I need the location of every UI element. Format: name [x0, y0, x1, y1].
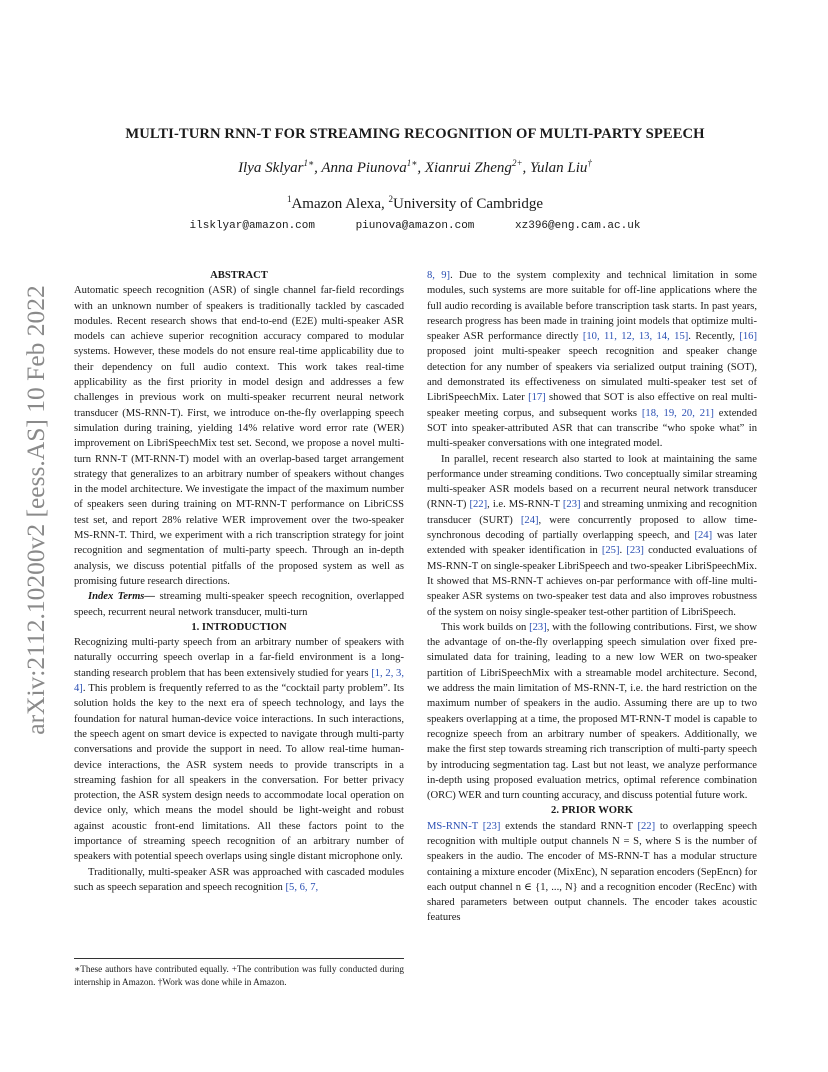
arxiv-stamp-text: arXiv:2112.10200v2 [eess.AS] 10 Feb 2022 [21, 285, 50, 735]
abstract-text: Automatic speech recognition (ASR) of single channel far-field recordings with an unknown number of speakers is traditionally tackled by cascaded modules. Recent research shows that end-to-end (E2E) multi-speaker ASR models can achieve superior recognition accuracy compared to modular systems. However, these models do not ensure real-time applicability due to their dependency on full audio context. This work takes real-time applicability as the first priority in model design and addresses a few challenges in previous work on multi-speaker recurrent neural network transducer (MS-RNN-T). First, we introduce on-the-fly overlapping speech simulation during training, yielding 14% relative word error rate (WER) improvement on LibriSpeechMix test set. Second, we propose a novel multi-turn RNN-T (MT-RNN-T) model with an overlap-based target arrangement strategy that generalizes to an arbitrary number of speakers without changes in the model architecture. We investigate the impact of the maximum number of speakers seen during training on MT-RNN-T performance on LibriCSS test set, and report 28% relative WER improvement over the two-speaker MS-RNN-T. Third, we experiment with a rich transcription strategy for joint recognition and segmentation of multi-party speech. Through an in-depth analysis, we discuss potential pitfalls of the proposed system as well as promising future research directions. [74, 285, 404, 587]
affiliation-name: University of Cambridge [393, 196, 544, 212]
right-paragraph-2 [427, 452, 757, 620]
text-run: extended SOT into speaker-attributed ASR that can transcribe “who spoke what” in multi-speaker conversations with one integrated model. [427, 407, 757, 450]
text-run: conducted evaluations of MS-RNN-T on single-speaker LibriSpeech and two-speaker LibriSpeechMix. It showed that MS-RNN-T achieves on-par performance with off-line multi-speaker ASR systems on two-speaker test data and also improves robustness of the system on noisy single-speaker test-other partition of LibriSpeech. [427, 545, 757, 618]
abstract-heading: ABSTRACT [210, 270, 268, 281]
citation-link[interactable]: 8, 9] [427, 270, 451, 281]
text-run: proposed joint multi-speaker speech recognition and speaker change detection for any number of speakers via serialized output training (SOT), and demonstrated its effectiveness on simulated multi-speaker test set of LibriSpeechMix. Later [427, 346, 757, 404]
citation-link[interactable]: [24] [694, 530, 713, 542]
text-run: Recognizing multi-party speech from an arbitrary number of speakers with naturally occurring speech overlap in a far-field environment is a long-standing research problem that has been extensively studied for years [74, 637, 404, 679]
prior-work-heading: 2. PRIOR WORK [551, 805, 633, 817]
left-column [74, 268, 404, 895]
citation-link[interactable]: [1, 2, 3, 4] [74, 667, 404, 695]
index-terms-text: streaming multi-speaker speech recognition, overlapped speech, recurrent neural network transducer, multi-turn [74, 591, 404, 618]
text-run: , i.e. MS-RNN-T [487, 499, 563, 511]
arxiv-side-stamp [16, 280, 56, 740]
email-line [60, 220, 770, 232]
citation-link[interactable]: [22] [469, 499, 488, 511]
right-paragraph-3 [427, 620, 757, 804]
author-email[interactable]: xz396@eng.cam.ac.uk [515, 220, 641, 232]
author-name: Ilya Sklyar [238, 160, 304, 176]
index-terms-label: Index Terms— [88, 591, 156, 603]
intro-paragraph-2 [74, 865, 404, 896]
text-run: , with the following contributions. First, we show the advantage of on-the-fly overlapping speech simulation over fixed pre-simulated data for training, leading to a new low WER on two-speaker partition of LibriSpeechMix with a streamable model architecture. Second, we address the main limitation of MS-RNN-T, i.e. the hard restriction on the maximum number of speakers in the audio. Assuming there are up to two speakers overlapping at a time, the proposed MT-RNN-T model is capable to recognize speech from an arbitrary number of speakers. Additionally, we make the first step towards streaming rich transcription of multi-party speech by introducing segmentation tag. Last but not least, we analyze performance in-depth using proposed evaluation metrics, optimal reference combination (ORC) WER and turn counting accuracy, and discuss potential future work. [427, 621, 757, 802]
text-run: Traditionally, multi-speaker ASR was approached with cascaded modules such as speech separation and speech recognition [74, 866, 404, 893]
author-marker: † [587, 158, 592, 168]
text-run: to overlapping speech recognition with multiple output channels N = S, where S is the number of speakers in the audio. The encoder of MS-RNN-T has a modular structure containing a mixture encoder (MixEnc), N separation encoders (SepEncn) for each output channel n ∈ {1, ..., N} and a recognition encoder (RecEnc) with shared parameters between output channels. The encoder takes acoustic features [427, 820, 758, 924]
index-terms [74, 589, 404, 620]
text-run: and streaming unmixing and recognition transducer (SURT) [427, 499, 757, 526]
right-paragraph-1 [427, 268, 757, 452]
introduction-heading: 1. INTRODUCTION [191, 621, 287, 633]
text-run: . Due to the system complexity and technical limitation in some modules, such systems are more suitable for off-line applications where the full audio recording is available before transcription task starts. In past years, research progress has been made in training joint models that optimize multi-speaker ASR performance directly [427, 270, 757, 343]
author-name: Anna Piunova [321, 160, 407, 176]
text-run: . This problem is frequently referred to as the “cocktail party problem”. Its solution holds the key to the next era of speech technology, and lays the foundation for natural human-device voice interactions. In such interactions, the speech agent on smart device is expected to navigate through multi-party conversations and provide the support in need. To allow real-time human-device interactions, the ASR system needs to provide transcripts in a streaming fashion for all speakers in the conversation. For better privacy protection, the ASR system design needs to accommodate local operation on device only, which means the model should be light-weight and robust against acoustic front-end limitations. All these factors point to the importance of streaming speech recognition of an arbitrary number of speakers with potential speech overlaps using single distant microphone only. [74, 683, 404, 863]
affiliation-marker: 1 [286, 194, 292, 204]
citation-link[interactable]: [25] [601, 545, 620, 557]
author-line: Ilya Sklyar$^{1∗}$, Anna Piunova$^{1∗}$, Xianrui Zheng$^{2+}$, Yulan Liu† [238, 158, 592, 176]
footnote: ∗These authors have contributed equally. +The contribution was fully conducted during internship in Amazon. †Work was done while in Amazon. [74, 958, 404, 989]
citation-link[interactable]: [23] [529, 621, 547, 633]
citation-link[interactable]: [23] [562, 499, 581, 511]
citation-link[interactable]: [23] [626, 545, 644, 557]
citation-link[interactable]: [17] [528, 392, 546, 404]
intro-paragraph-1 [74, 635, 404, 864]
affiliation-name: Amazon Alexa, [291, 196, 389, 212]
text-run: was later extended with speaker identification in [427, 530, 757, 557]
citation-link[interactable]: [18, 19, 20, 21] [641, 407, 714, 419]
text-run: . [619, 545, 627, 557]
author-marker: 2+ [511, 158, 523, 168]
author-email[interactable]: ilsklyar@amazon.com [189, 220, 315, 232]
author-marker: 1∗ [303, 158, 315, 168]
text-run: . Recently, [688, 331, 740, 343]
citation-link[interactable]: [24] [520, 514, 539, 526]
author-name: Xianrui Zheng [424, 160, 512, 176]
text-run: This work builds on [441, 621, 530, 633]
citation-link[interactable]: [16] [739, 331, 757, 343]
right-paragraph-4 [427, 819, 757, 926]
paper-title: MULTI-TURN RNN-T FOR STREAMING RECOGNITION OF MULTI-PARTY SPEECH [125, 126, 705, 142]
text-run: In parallel, recent research also started to look at maintaining the same performance under streaming conditions. Two conceptually similar streaming multi-speaker ASR models based on a recurrent neural network transducer (RNN-T) [427, 453, 757, 511]
author-name: Yulan Liu [530, 160, 588, 176]
text-run: extends the standard RNN-T [500, 820, 638, 832]
citation-link[interactable]: MS-RNN-T [23] [427, 820, 501, 832]
author-marker: 1∗ [406, 158, 418, 168]
text-run: showed that SOT is also effective on real multi-speaker meeting corpus, and subsequent works [427, 392, 757, 419]
affiliation-line [60, 196, 770, 213]
affiliation-marker: 2 [388, 194, 394, 204]
author-email[interactable]: piunova@amazon.com [355, 220, 475, 232]
citation-link[interactable]: [10, 11, 12, 13, 14, 15] [582, 331, 689, 343]
citation-link[interactable]: [22] [637, 820, 656, 832]
right-column [427, 268, 757, 926]
citation-link[interactable]: [5, 6, 7, [285, 881, 319, 893]
arxiv-stamp-svg [16, 280, 56, 740]
text-run: , were concurrently proposed to allow time-synchronous decoding of partially overlapping speech, and [427, 514, 758, 542]
